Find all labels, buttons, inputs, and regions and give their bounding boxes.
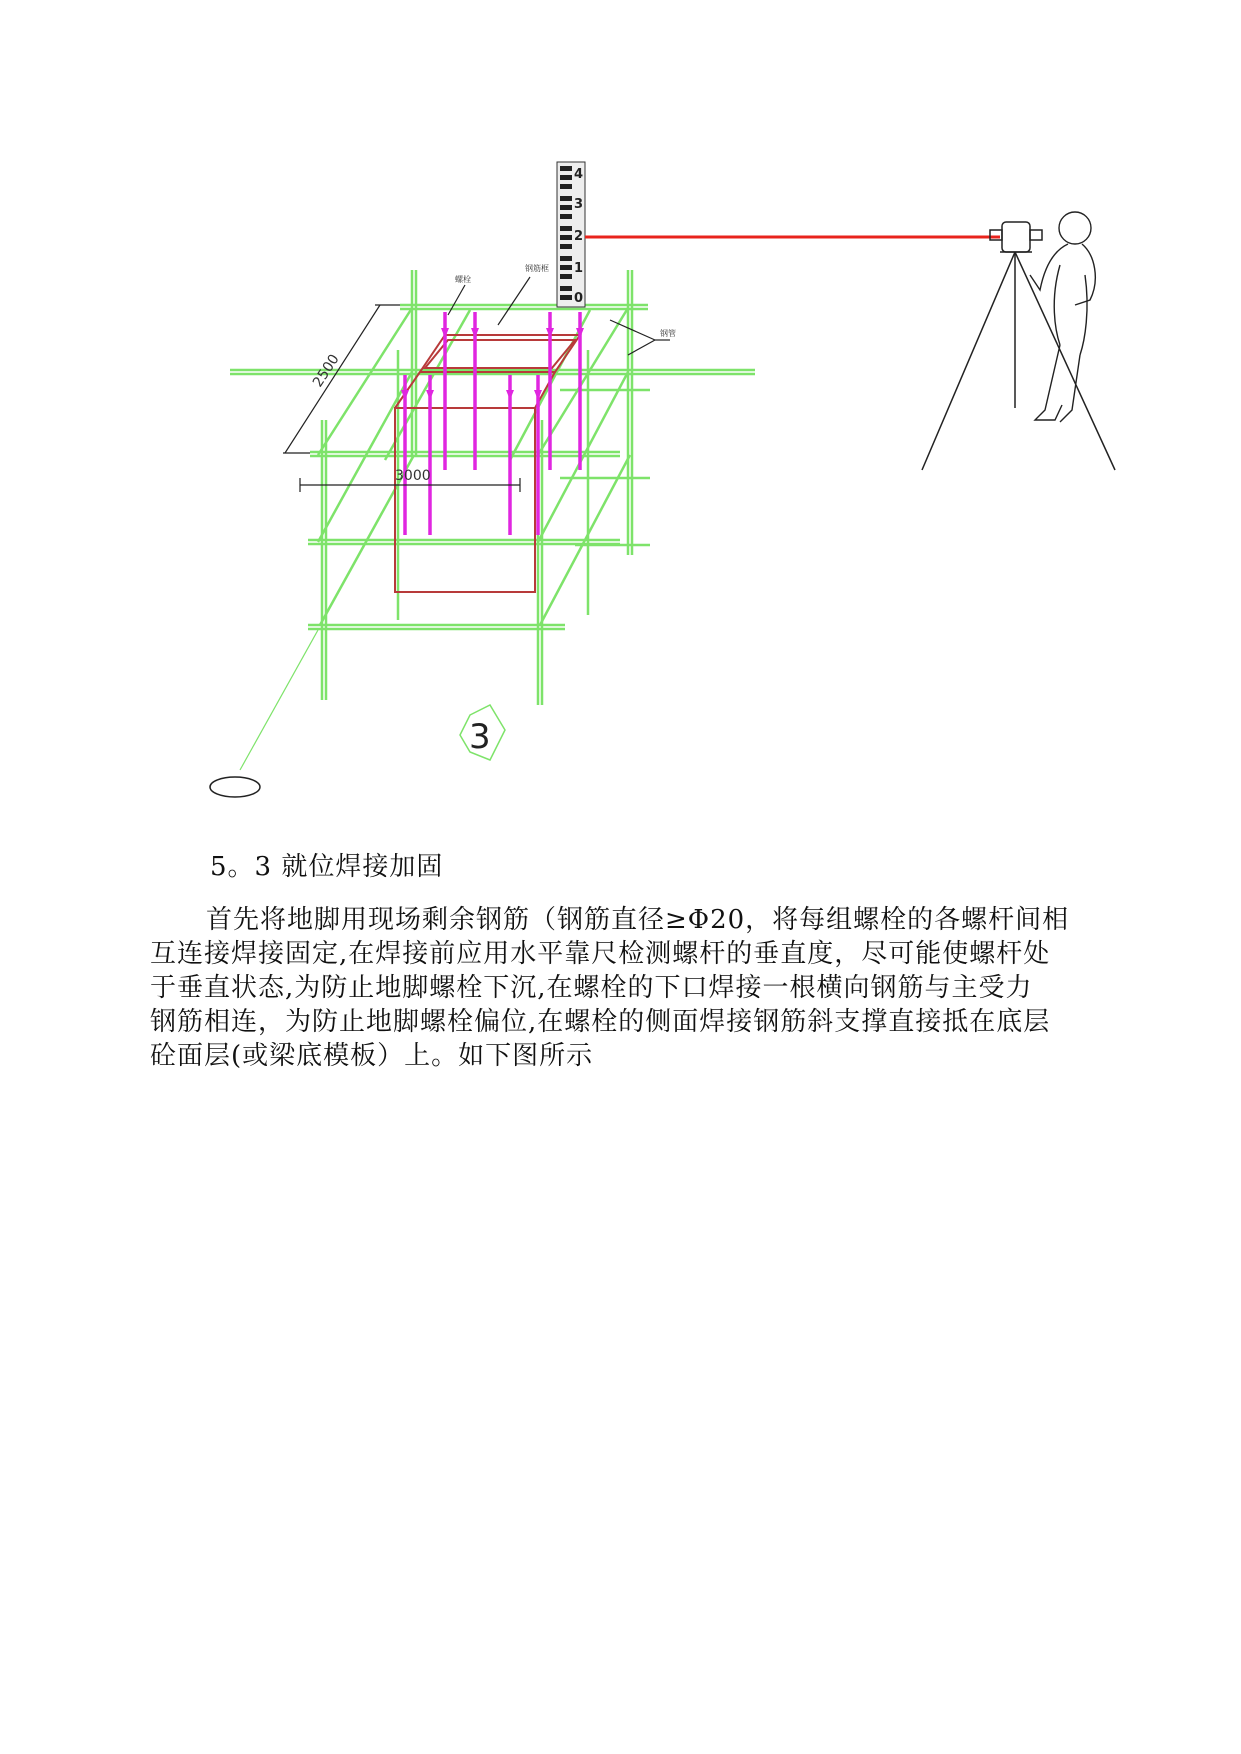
staff-mark-0: 0: [574, 291, 584, 306]
paragraph-line-1: 首先将地脚用现场剩余钢筋（钢筋直径≥Φ20，将每组螺栓的各螺杆间相: [206, 905, 1070, 935]
label-rod: 钢管: [660, 329, 676, 338]
dimension-width: 3000: [395, 468, 431, 484]
figure-number-text: 3: [469, 717, 491, 757]
label-bolt: 螺栓: [455, 275, 471, 284]
ground-marker: [210, 777, 260, 797]
construction-diagram: [0, 0, 1241, 820]
level-instrument: [922, 222, 1115, 470]
section-paragraph: [150, 903, 1115, 1073]
section-heading: 5。3 就位焊接加固: [210, 852, 444, 882]
figure-number: [460, 705, 505, 760]
staff-mark-2: 2: [574, 229, 584, 244]
staff-mark-1: 1: [574, 261, 584, 276]
paragraph-line-2: 互连接焊接固定,在焊接前应用水平靠尺检测螺杆的垂直度，尽可能使螺杆处: [150, 939, 1051, 969]
staff-mark-3: 3: [574, 197, 584, 212]
paragraph-line-3: 于垂直状态,为防止地脚螺栓下沉,在螺栓的下口焊接一根横向钢筋与主受力: [150, 973, 1033, 1003]
leveling-staff: [557, 162, 585, 307]
anchor-bolts: [405, 312, 580, 535]
staff-mark-4: 4: [574, 167, 584, 182]
paragraph-line-5: 砼面层(或梁底模板）上。如下图所示: [150, 1041, 594, 1071]
surveyor-figure: [1030, 212, 1095, 422]
paragraph-line-4: 钢筋相连，为防止地脚螺栓偏位,在螺栓的侧面焊接钢筋斜支撑直接抵在底层: [150, 1007, 1051, 1037]
dimension-depth: 2500: [309, 351, 343, 391]
scaffold-frame: [230, 270, 755, 770]
label-frame: 钢筋框: [525, 264, 549, 273]
